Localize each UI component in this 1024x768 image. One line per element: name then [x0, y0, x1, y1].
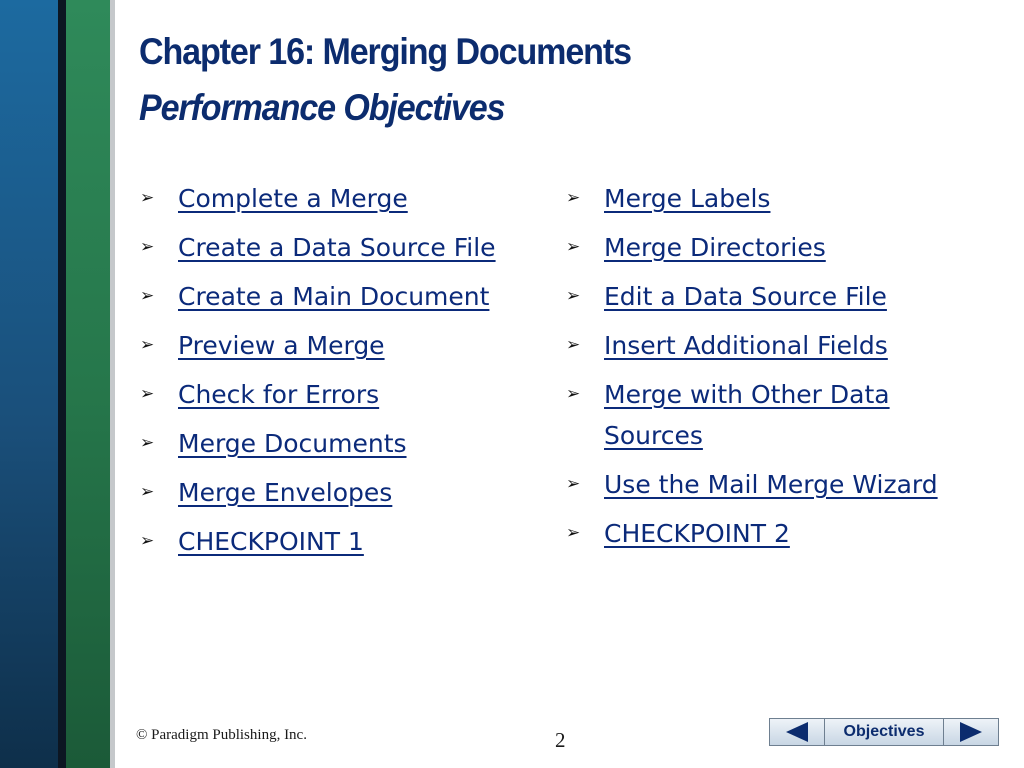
arrow-bullet-icon: ➢	[140, 188, 155, 208]
list-item	[566, 464, 946, 505]
page-number: 2	[555, 728, 566, 752]
objective-link[interactable]: Complete a Merge	[178, 184, 408, 213]
objective-link[interactable]: Merge Documents	[178, 429, 407, 458]
objective-link[interactable]: Edit a Data Source File	[604, 282, 887, 311]
objective-link[interactable]: Create a Main Document	[178, 282, 490, 311]
arrow-bullet-icon: ➢	[566, 474, 581, 494]
list-item	[566, 276, 946, 317]
list-item	[140, 521, 540, 562]
list-item	[140, 276, 540, 317]
list-item	[140, 325, 540, 366]
left-gray-band	[110, 0, 115, 768]
list-item	[140, 227, 540, 268]
left-green-band	[66, 0, 110, 768]
arrow-bullet-icon: ➢	[140, 237, 155, 257]
arrow-bullet-icon: ➢	[566, 523, 581, 543]
objective-link[interactable]: Preview a Merge	[178, 331, 385, 360]
previous-slide-button[interactable]	[769, 718, 825, 746]
left-triangle-icon	[786, 722, 808, 742]
arrow-bullet-icon: ➢	[566, 237, 581, 257]
objective-link[interactable]: Merge Directories	[604, 233, 826, 262]
objectives-list-right	[566, 178, 946, 562]
list-item	[566, 374, 946, 456]
slide-title: Chapter 16: Merging Documents	[139, 31, 631, 72]
arrow-bullet-icon: ➢	[140, 335, 155, 355]
next-slide-button[interactable]	[943, 718, 999, 746]
list-item	[566, 227, 946, 268]
arrow-bullet-icon: ➢	[140, 531, 155, 551]
slide-navigation	[769, 718, 999, 746]
list-item	[140, 423, 540, 464]
slide-subtitle: Performance Objectives	[139, 87, 505, 128]
arrow-bullet-icon: ➢	[140, 433, 155, 453]
objective-link[interactable]: Insert Additional Fields	[604, 331, 888, 360]
arrow-bullet-icon: ➢	[140, 384, 155, 404]
objective-link[interactable]: Merge Labels	[604, 184, 771, 213]
arrow-bullet-icon: ➢	[566, 286, 581, 306]
arrow-bullet-icon: ➢	[566, 384, 581, 404]
arrow-bullet-icon: ➢	[140, 482, 155, 502]
arrow-bullet-icon: ➢	[140, 286, 155, 306]
list-item	[140, 472, 540, 513]
right-triangle-icon	[960, 722, 982, 742]
left-dark-band	[58, 0, 66, 768]
list-item	[566, 178, 946, 219]
checkpoint-link[interactable]: CHECKPOINT 1	[178, 527, 364, 556]
objectives-list-left	[140, 178, 540, 570]
objective-link[interactable]: Create a Data Source File	[178, 233, 496, 262]
objective-link[interactable]: Check for Errors	[178, 380, 380, 409]
checkpoint-link[interactable]: CHECKPOINT 2	[604, 519, 790, 548]
list-item	[140, 178, 540, 219]
objectives-button[interactable]: Objectives	[825, 718, 943, 746]
arrow-bullet-icon: ➢	[566, 188, 581, 208]
list-item	[566, 325, 946, 366]
copyright-text: © Paradigm Publishing, Inc.	[136, 727, 307, 743]
list-item	[566, 513, 946, 554]
left-blue-band	[0, 0, 58, 768]
objective-link[interactable]: Merge Envelopes	[178, 478, 393, 507]
arrow-bullet-icon: ➢	[566, 335, 581, 355]
objective-link[interactable]: Merge with Other Data Sources	[604, 380, 890, 450]
objective-link[interactable]: Use the Mail Merge Wizard	[604, 470, 938, 499]
list-item	[140, 374, 540, 415]
